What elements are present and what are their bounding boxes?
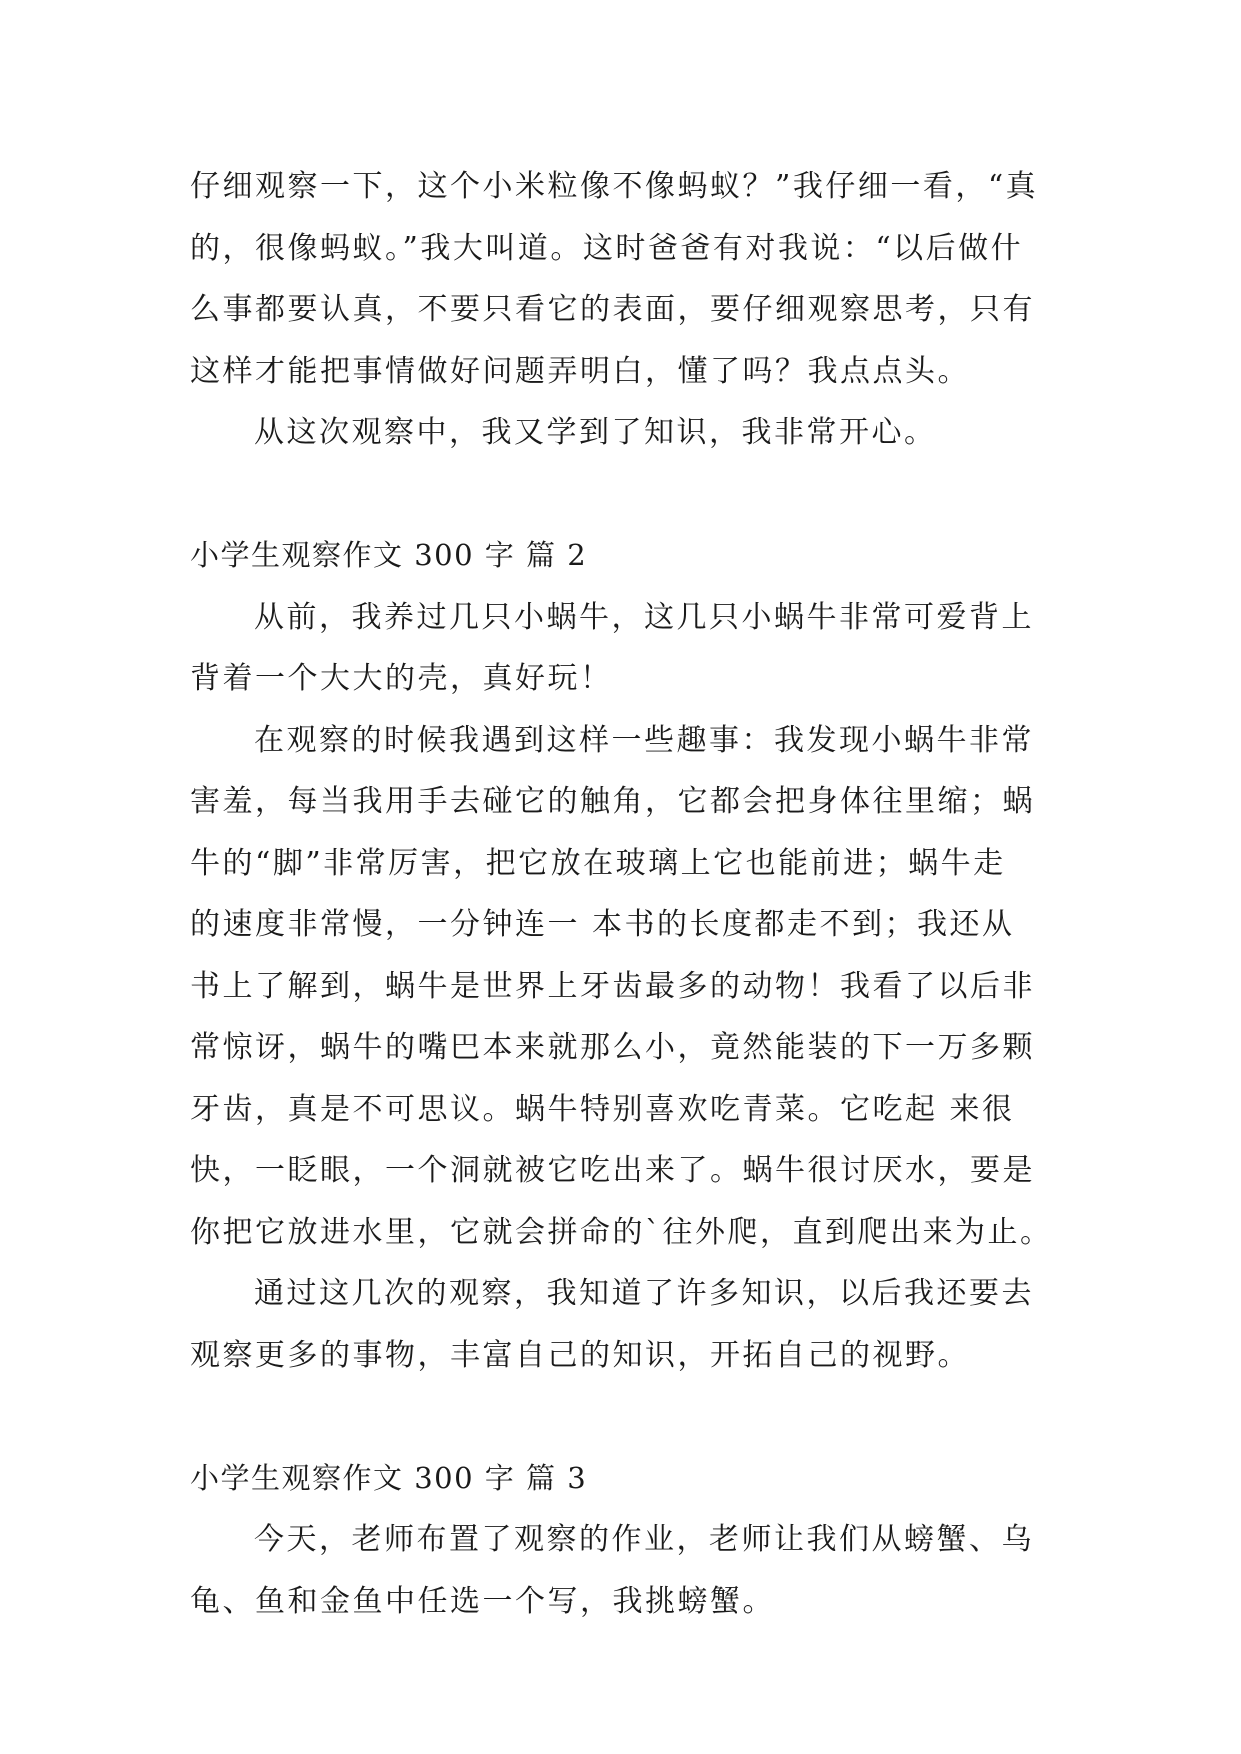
text-line: 的，很像蚂蚁。”我大叫道。这时爸爸有对我说：“以后做什: [190, 230, 1024, 266]
spacer: [190, 1386, 1080, 1448]
section-heading: 小学生观察作文 300 字 篇 3: [190, 1460, 588, 1495]
text-line: 牙齿，真是不可思议。蜗牛特别喜欢吃青菜。它吃起 来很: [190, 1091, 1015, 1127]
text-line: 今天，老师布置了观察的作业，老师让我们从螃蟹、乌: [254, 1522, 1034, 1557]
text-line: 的速度非常慢，一分钟连一 本书的长度都走不到；我还从: [190, 907, 1015, 942]
text-line: 在观察的时候我遇到这样一些趣事：我发现小蜗牛非常: [254, 722, 1034, 758]
text-line: 从前，我养过几只小蜗牛，这几只小蜗牛非常可爱背上: [254, 599, 1034, 635]
text-line: 你把它放进水里，它就会拼命的`往外爬，直到爬出来为止。: [190, 1214, 1053, 1250]
text-line: 这样才能把事情做好问题弄明白，懂了吗？我点点头。: [190, 353, 970, 389]
paragraph: [190, 402, 1080, 464]
text-line: 从这次观察中，我又学到了知识，我非常开心。: [254, 415, 937, 450]
text-line: 害羞，每当我用手去碰它的触角，它都会把身体往里缩；蜗: [190, 784, 1035, 819]
text-line: 常惊讶，蜗牛的嘴巴本来就那么小，竟然能装的下一万多颗: [190, 1030, 1035, 1065]
text-line: 通过这几次的观察，我知道了许多知识，以后我还要去: [254, 1276, 1034, 1311]
text-line: 观察更多的事物，丰富自己的知识，开拓自己的视野。: [190, 1337, 970, 1373]
paragraph: [190, 587, 1080, 710]
text-line: 龟、鱼和金鱼中任选一个写，我挑螃蟹。: [190, 1583, 775, 1619]
text-line: 背着一个大大的壳，真好玩！: [190, 661, 613, 696]
paragraph: [190, 156, 1080, 402]
text-line: 仔细观察一下，这个小米粒像不像蚂蚁？”我仔细一看，“真: [190, 169, 1039, 204]
text-line: 书上了解到，蜗牛是世界上牙齿最多的动物！我看了以后非: [190, 968, 1035, 1004]
paragraph: [190, 710, 1080, 1264]
text-line: 么事都要认真，不要只看它的表面，要仔细观察思考，只有: [190, 292, 1035, 327]
section-heading: 小学生观察作文 300 字 篇 2: [190, 538, 588, 572]
text-line: 快，一眨眼，一个洞就被它吃出来了。蜗牛很讨厌水，要是: [190, 1153, 1035, 1188]
paragraph: [190, 1263, 1080, 1386]
paragraph: [190, 1509, 1080, 1632]
document-body: [190, 156, 1080, 1632]
text-line: 牛的“脚”非常厉害，把它放在玻璃上它也能前进；蜗牛走: [190, 845, 1006, 881]
spacer: [190, 464, 1080, 526]
